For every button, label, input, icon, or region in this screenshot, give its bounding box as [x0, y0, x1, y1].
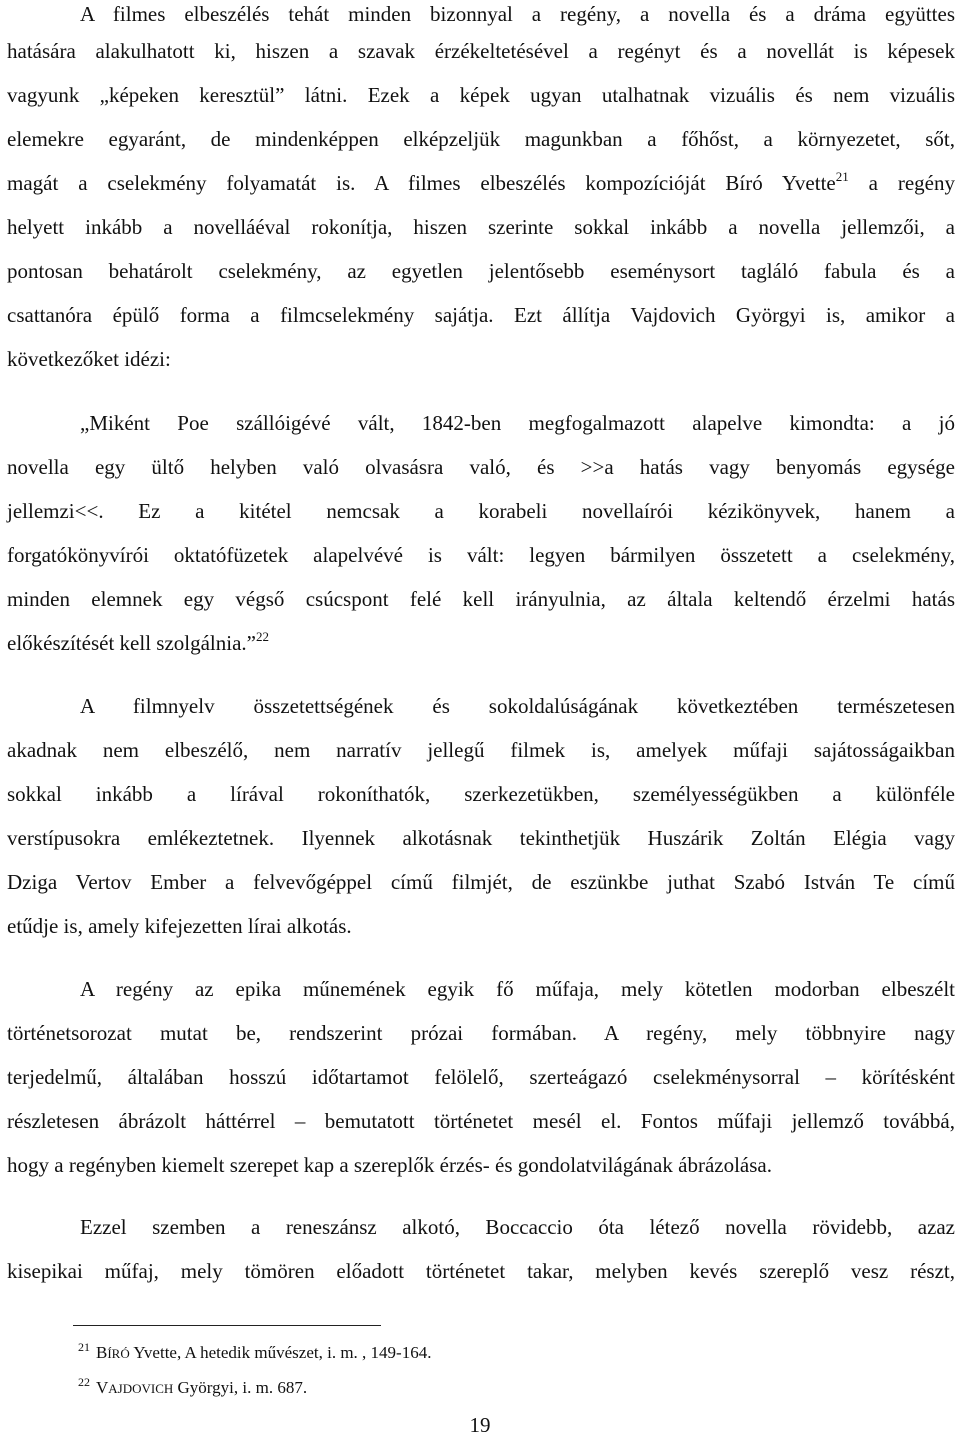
footnote-divider: [73, 1325, 381, 1326]
quote-line: minden elemnek egy végső csúcspont felé kell irányulnia, az általa keltendő érzelmi hatás: [7, 587, 955, 611]
body-line: A regény az epika műnemének egyik fő műfaja, mely kötetlen modorban elbeszélt: [80, 977, 955, 1001]
quote-line: [7, 629, 955, 657]
footnote-ref: 22: [256, 629, 269, 644]
body-line: A filmnyelv összetettségének és sokoldalúságának következtében természetesen: [80, 694, 955, 718]
body-line: terjedelmű, általában hosszú időtartamot felölelő, szerteágazó cselekménysorral – körítésként: [7, 1065, 955, 1089]
footnote-author-initial: V: [96, 1378, 109, 1397]
quote-line: jellemzi<<. Ez a kitétel nemcsak a korabeli novellaírói kézikönyvek, hanem a: [7, 499, 955, 523]
body-line: verstípusokra emlékeztetnek. Ilyennek alkotásnak tekinthetjük Huszárik Zoltán Elégia vagy: [7, 826, 955, 850]
body-line: részletesen ábrázolt háttérrel – bemutatott történetet mesél el. Fontos műfaji jellemző továbbá,: [7, 1109, 955, 1133]
page-number: 19: [469, 1413, 491, 1437]
quote-line: „Miként Poe szállóigévé vált, 1842-ben megfogalmazott alapelve kimondta: a jó: [80, 411, 955, 435]
body-line: helyett inkább a novelláéval rokonítja, hiszen szerinte sokkal inkább a novella jellemzői, a: [7, 215, 955, 239]
footnote-number: 22: [78, 1375, 90, 1389]
footnote-author-rest: ÍRÓ: [107, 1346, 130, 1361]
body-line-text: magát a cselekmény folyamatát is. A filmes elbeszélés kompozícióját Bíró Yvette: [7, 171, 836, 195]
body-line: akadnak nem elbeszélő, nem narratív jellegű filmek is, amelyek műfaji sajátosságaikban: [7, 738, 955, 762]
quote-line: novella egy ültő helyben való olvasásra való, és >>a hatás vagy benyomás egysége: [7, 455, 955, 479]
footnote-text: Yvette, A hetedik művészet, i. m. , 149-164.: [129, 1343, 432, 1362]
body-line: Ezzel szemben a reneszánsz alkotó, Boccaccio óta létező novella rövidebb, azaz: [80, 1215, 955, 1239]
footnote: [78, 1342, 431, 1365]
footnote-number: 21: [78, 1340, 90, 1354]
footnote: [78, 1377, 307, 1400]
body-line: [7, 169, 955, 197]
footnote-author-initial: B: [96, 1343, 108, 1362]
quote-line-text: előkészítését kell szolgálnia.”: [7, 631, 256, 655]
body-line: vagyunk „képeken keresztül” látni. Ezek a képek ugyan utalhatnak vizuális és nem vizuális: [7, 83, 955, 107]
body-line: csattanóra épülő forma a filmcselekmény sajátja. Ezt állítja Vajdovich Györgyi is, amikor a: [7, 303, 955, 327]
footnote-ref: 21: [835, 169, 849, 184]
body-line: etűdje is, amely kifejezetten lírai alkotás.: [7, 914, 352, 938]
footnote-text: Györgyi, i. m. 687.: [173, 1378, 308, 1397]
body-line: sokkal inkább a lírával rokoníthatók, szerkezetükben, személyességükben a különféle: [7, 782, 955, 806]
quote-line: forgatókönyvírói oktatófüzetek alapelvévé is vált: legyen bármilyen összetett a cselekmény,: [7, 543, 955, 567]
body-line: Dziga Vertov Ember a felvevőgéppel című filmjét, de eszünkbe juthat Szabó István Te című: [7, 870, 955, 894]
body-line: hatására alakulhatott ki, hiszen a szavak érzékeltetésével a regényt és a novellát is képesek: [7, 39, 955, 63]
body-line: elemekre egyaránt, de mindenképpen elképzeljük magunkban a főhőst, a környezetet, sőt,: [7, 127, 955, 151]
body-line-text: a regény: [848, 171, 955, 195]
body-line: A filmes elbeszélés tehát minden bizonnyal a regény, a novella és a dráma együttes: [80, 2, 955, 26]
body-line: következőket idézi:: [7, 347, 171, 371]
footnote-author-rest: AJDOVICH: [108, 1381, 174, 1396]
body-line: pontosan behatárolt cselekmény, az egyetlen jelentősebb eseménysort tagláló fabula és a: [7, 259, 955, 283]
body-line: kisepikai műfaj, mely tömören előadott történetet takar, melyben kevés szereplő vesz részt,: [7, 1259, 955, 1283]
body-line: hogy a regényben kiemelt szerepet kap a szereplők érzés- és gondolatvilágának ábrázolása.: [7, 1153, 772, 1177]
body-line: történetsorozat mutat be, rendszerint prózai formában. A regény, mely többnyire nagy: [7, 1021, 955, 1045]
